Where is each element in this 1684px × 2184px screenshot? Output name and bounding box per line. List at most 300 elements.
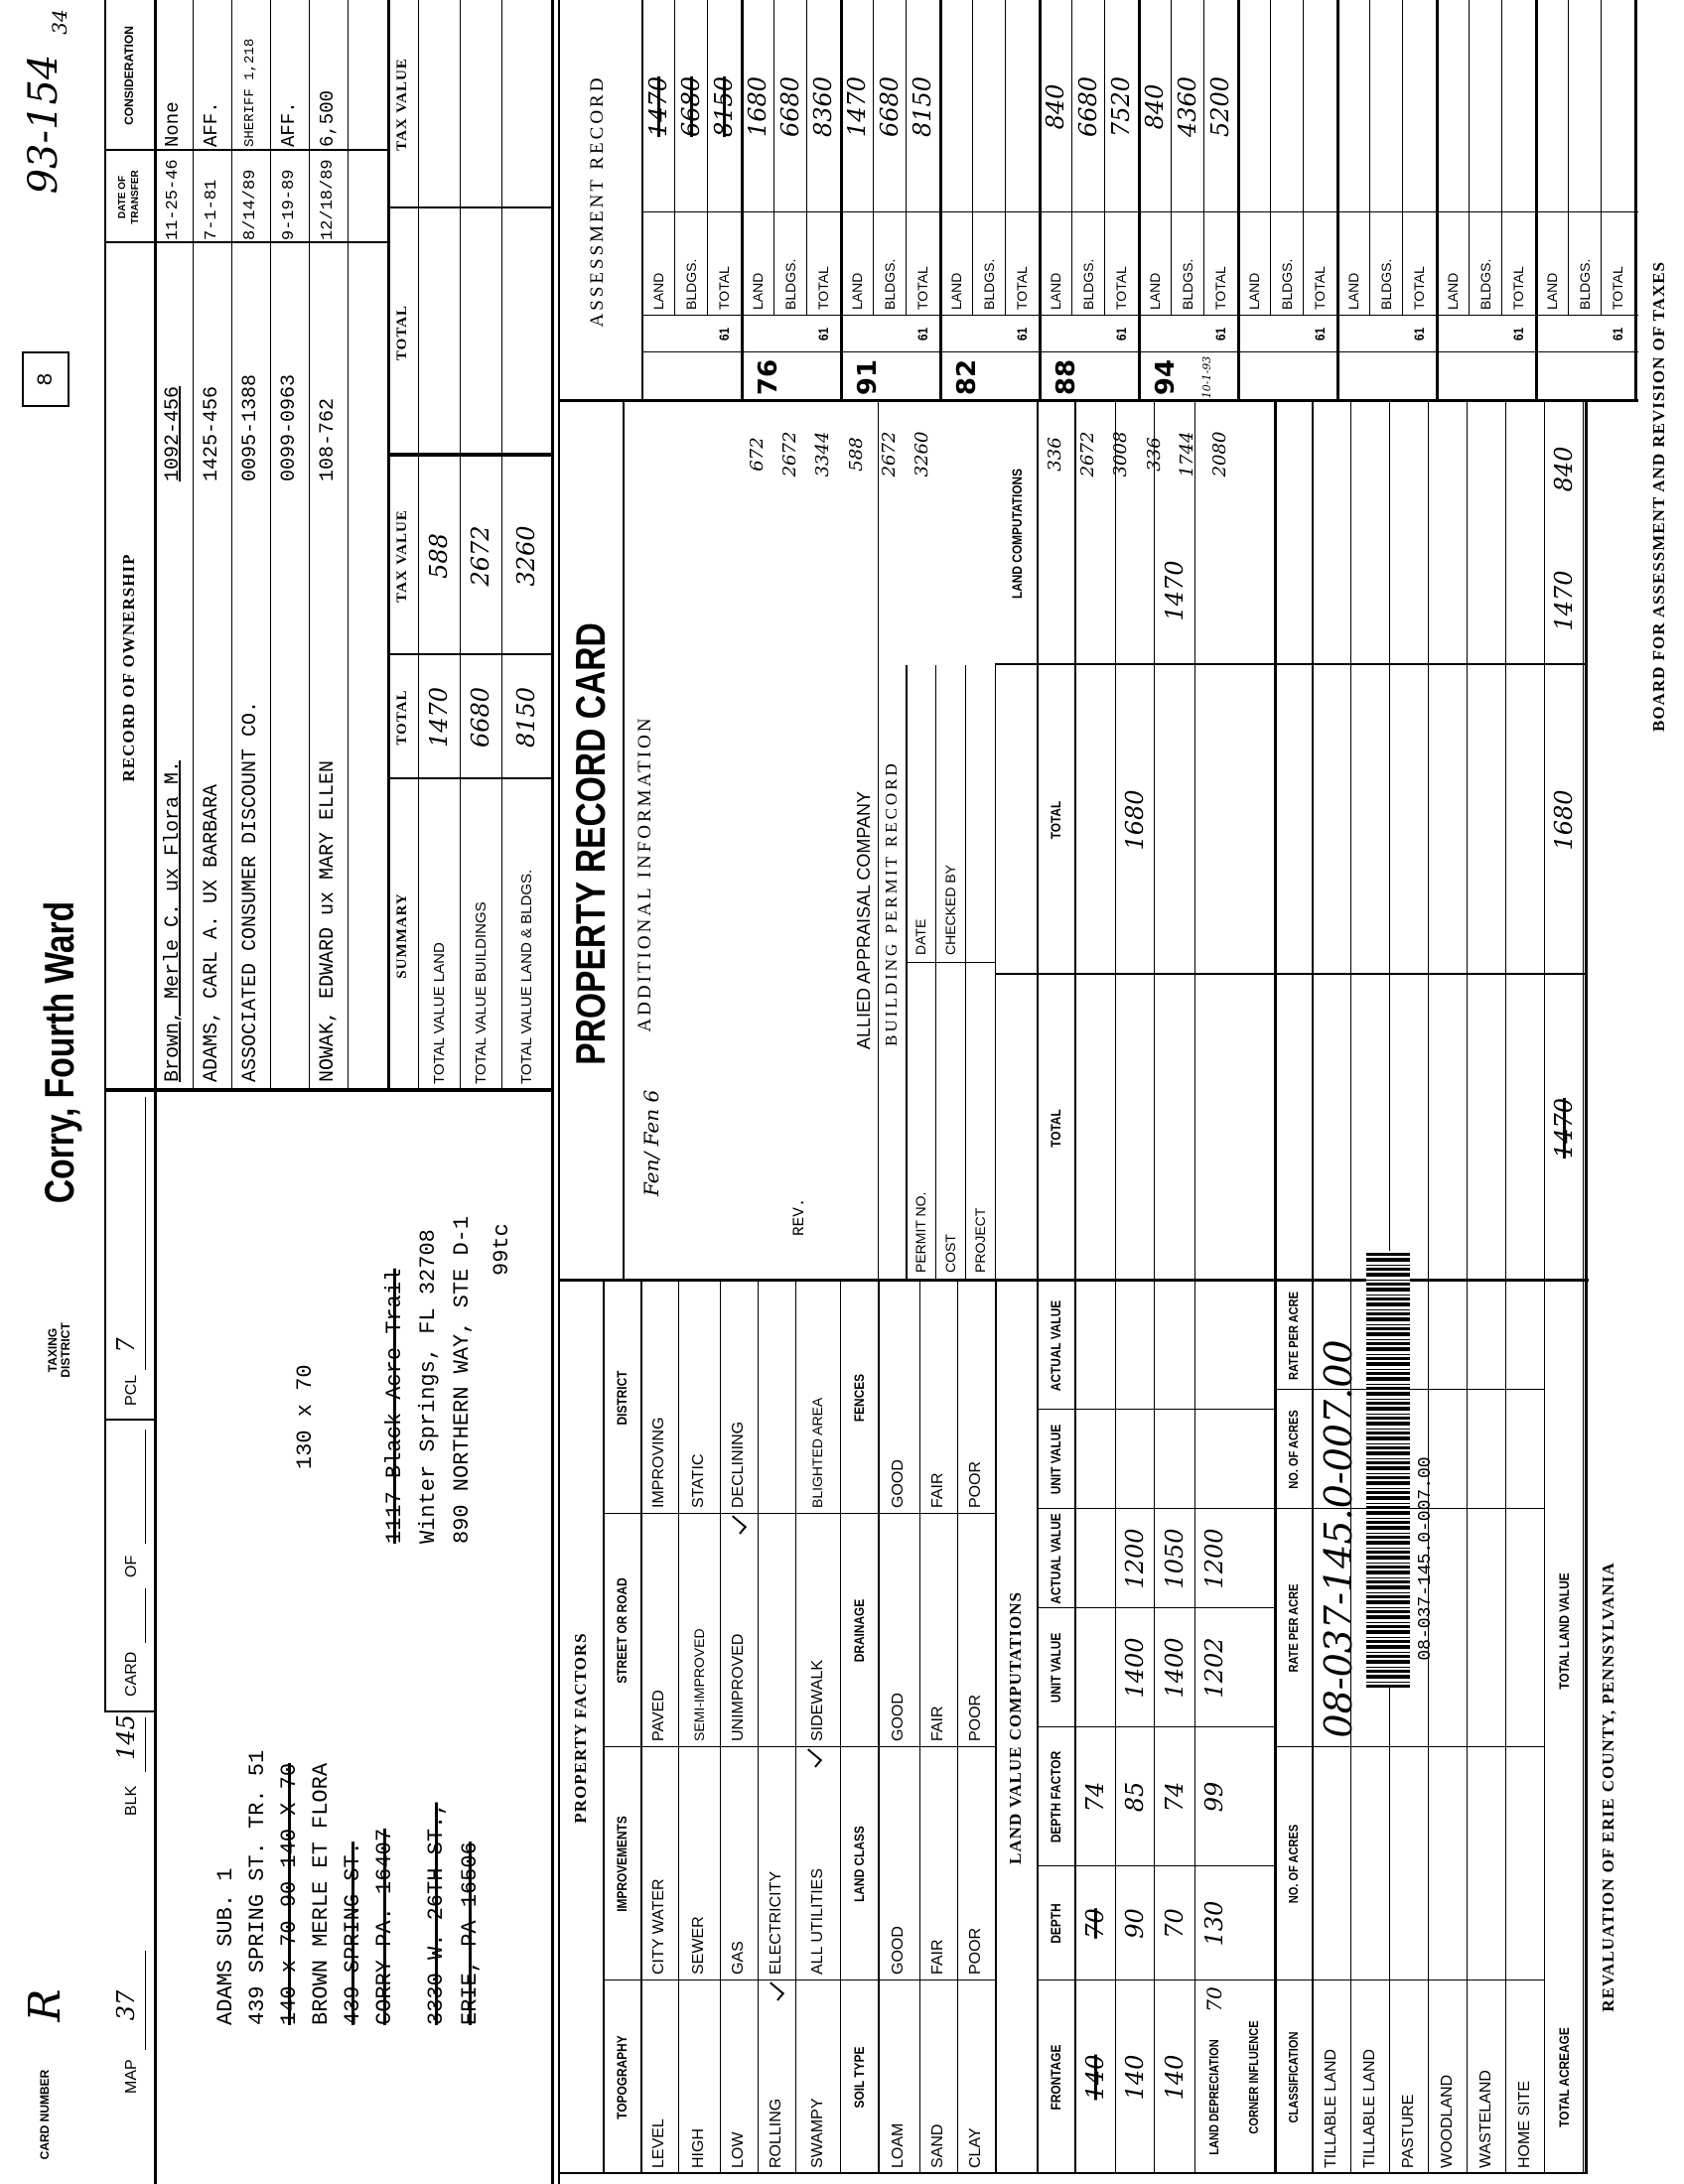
assessment-tax-value: 3260 — [912, 431, 932, 478]
assessment-tax-value: 672 — [747, 437, 768, 472]
assessment-tax-value — [1270, 407, 1303, 501]
land-value-cell — [1074, 975, 1115, 1282]
factor-option: SWAMPY — [808, 2098, 826, 2168]
map-label: MAP — [123, 2059, 140, 2094]
assessment-value — [1005, 5, 1038, 208]
acreage-classification: PASTURE — [1399, 2094, 1417, 2168]
assessment-value: 8150 — [709, 75, 738, 138]
rule-line — [145, 1951, 146, 2050]
lot-dimensions: 130 x 70 — [292, 1364, 318, 1469]
assessment-tax-value: 2080 — [1209, 431, 1230, 478]
assessment-stamp: 88 — [1052, 358, 1081, 396]
assessment-tax-value: 1744 — [1177, 431, 1197, 478]
assessment-value: 6680 — [775, 75, 804, 138]
address-line: ERIE, PA 16506 — [457, 1842, 483, 2025]
additional-info-label: ADDITIONAL INFORMATION — [634, 715, 655, 1032]
acreage-classification: TILLABLE LAND — [1360, 2048, 1378, 2168]
factor-option: FAIR — [929, 1939, 946, 1975]
assessment-label: TOTAL — [1410, 266, 1427, 310]
assessment-mark: 61 — [1013, 327, 1030, 341]
land-depreciation-value: 70 — [1201, 1986, 1226, 2012]
assessment-mark: 61 — [1609, 327, 1625, 341]
land-value-cell — [1154, 975, 1194, 1282]
land-value-cell — [1115, 1410, 1154, 1509]
assessment-value: 8150 — [908, 75, 936, 138]
assessment-label: LAND — [1245, 272, 1262, 310]
assessment-label: LAND — [649, 272, 666, 310]
assessment-label: TOTAL — [1112, 266, 1129, 310]
assessment-note — [1390, 354, 1420, 400]
summary-label: TOTAL VALUE LAND & BLDGS. — [517, 869, 535, 1084]
assessment-stamp — [1541, 354, 1585, 400]
factor-option: POOR — [967, 1927, 984, 1975]
summary-header: TAX VALUE — [394, 58, 410, 151]
factor-option: STATIC — [690, 1453, 707, 1508]
factor-option: GOOD — [890, 1693, 907, 1741]
building-permit-title: BUILDING PERMIT RECORD — [882, 760, 901, 1046]
land-column-header: UNIT VALUE — [1048, 1424, 1063, 1495]
assessment-value — [1237, 5, 1270, 208]
land-column-header: TOTAL — [1048, 800, 1063, 840]
land-value-cell: 1050 — [1160, 1528, 1189, 1589]
assessment-value — [1535, 5, 1568, 208]
land-value-cell: 70 — [1080, 1908, 1109, 1939]
summary-label: TOTAL VALUE BUILDINGS — [472, 901, 490, 1084]
assessment-note — [794, 354, 824, 400]
permit-checked-by-label: CHECKED BY — [942, 864, 958, 955]
card-label: CARD — [123, 1651, 140, 1697]
factor-option: ROLLING — [768, 2098, 784, 2168]
assessment-label: BLDGS. — [1377, 258, 1394, 310]
rule-line — [145, 1430, 146, 1544]
acreage-classification: HOME SITE — [1515, 2080, 1533, 2168]
acreage-column-header: NO. OF ACRES — [1285, 1410, 1301, 1489]
factor-option: IMPROVING — [650, 1417, 667, 1508]
assessment-tax-value — [1601, 407, 1633, 501]
assessment-label: BLDGS. — [980, 258, 997, 310]
factor-option: SAND — [929, 2123, 946, 2168]
address-line: 140 x 70 90 140 X 70 — [276, 1762, 302, 2025]
summary-total: 1470 — [425, 686, 453, 749]
assessment-value — [1501, 5, 1534, 208]
assessment-label: LAND — [1047, 272, 1063, 310]
land-value-cell — [1074, 1410, 1115, 1509]
assessment-value: 1470 — [842, 75, 871, 138]
address-line: ADAMS SUB. 1 — [212, 1867, 238, 2025]
assessment-tax-value — [1568, 407, 1601, 501]
rule-line — [145, 1588, 146, 1643]
assessment-tax-value — [1501, 407, 1534, 501]
acreage-classification: WASTELAND — [1476, 2070, 1494, 2168]
assessment-stamp: 76 — [754, 358, 783, 396]
assessment-tax-value — [674, 407, 707, 501]
assessment-value — [1270, 5, 1303, 208]
file-number-sup: 34 — [48, 9, 71, 35]
assessment-label: TOTAL — [1609, 266, 1625, 310]
date-of-transfer-label: DATE OF TRANSFER — [117, 170, 141, 224]
land-value-cell: 1200 — [1120, 1528, 1149, 1589]
factor-option: FAIR — [929, 1472, 946, 1508]
owner-name — [270, 486, 309, 1082]
land-value-cell: 140 — [1080, 2054, 1109, 2101]
assessment-label: LAND — [1543, 272, 1560, 310]
assessment-label: BLDGS. — [1476, 258, 1493, 310]
assessment-value: 6680 — [1073, 75, 1102, 138]
assessment-value — [972, 5, 1005, 208]
assessment-mark: 61 — [715, 327, 732, 341]
factor-column-header: STREET OR ROAD — [614, 1577, 630, 1684]
footer-board: BOARD FOR ASSESSMENT AND REVISION OF TAXES — [1649, 260, 1668, 733]
assessment-label: TOTAL — [1211, 266, 1228, 310]
land-value-cell: 85 — [1120, 1781, 1149, 1813]
summary-header: TAX VALUE — [394, 509, 410, 603]
rule-line — [145, 1097, 146, 1370]
assessment-tax-value — [1336, 407, 1369, 501]
assessment-note — [993, 354, 1023, 400]
factor-column-header: LAND CLASS — [851, 1826, 867, 1902]
mailing-address-line: Winter Springs, FL 32708 — [415, 1229, 441, 1544]
land-value-cell: 74 — [1080, 1781, 1109, 1813]
assessment-tax-value — [641, 407, 674, 501]
assessment-note: 10-1-93 — [1199, 355, 1213, 399]
land-value-cell: 1680 — [1120, 789, 1149, 851]
land-column-header: TOTAL — [1048, 1109, 1063, 1148]
assessment-value — [1336, 5, 1369, 208]
acreage-classification: WOODLAND — [1438, 2074, 1456, 2168]
assessment-tax-value — [1535, 407, 1568, 501]
assessment-mark: 61 — [1410, 327, 1427, 341]
address-line: 439 SPRING ST. TR. 51 — [244, 1749, 270, 2025]
land-value-cell: 1400 — [1160, 1637, 1189, 1699]
land-depreciation-value: 1202 — [1199, 1637, 1228, 1699]
property-record-card-title: PROPERTY RECORD CARD — [567, 622, 614, 1065]
assessment-label: LAND — [1344, 272, 1361, 310]
assessment-value: 7520 — [1106, 75, 1135, 138]
land-value-cell: 1400 — [1120, 1637, 1149, 1699]
assessment-mark: 61 — [1311, 327, 1328, 341]
factor-option: UNIMPROVED — [730, 1633, 747, 1741]
assessment-tax-value: 2672 — [1077, 431, 1098, 478]
land-column-header: ACTUAL VALUE — [1048, 1299, 1063, 1392]
land-computation-total: 1470 — [1549, 570, 1578, 631]
assessment-label: BLDGS. — [1079, 258, 1096, 310]
land-value-cell — [1074, 1509, 1115, 1608]
land-value-cell — [1154, 1282, 1194, 1410]
rule-line — [558, 0, 560, 2184]
assessment-value: 840 — [1140, 83, 1169, 130]
summary-header: TOTAL — [394, 689, 410, 746]
rule-line — [551, 0, 554, 2184]
factor-option: ELECTRICITY — [768, 1870, 784, 1975]
assessment-value — [1436, 5, 1469, 208]
land-value-cell: 90 — [1120, 1908, 1149, 1939]
assessment-tax-value — [1369, 407, 1402, 501]
total-land-value-label: TOTAL LAND VALUE — [1555, 1572, 1572, 1690]
acreage-column-header: RATE PER ACRE — [1285, 1583, 1301, 1673]
factor-column-header: SOIL TYPE — [851, 2046, 867, 2109]
assessment-tax-value: 2672 — [779, 431, 800, 478]
assessment-label: BLDGS. — [881, 258, 898, 310]
assessment-value — [1601, 5, 1633, 208]
permit-field-label: PROJECT — [972, 1207, 988, 1273]
consideration: SHERIFF 1,218 — [242, 38, 258, 147]
transfer-date: 12/18/89 — [319, 159, 338, 240]
assessment-label: TOTAL — [1509, 266, 1526, 310]
acreage-classification: TILLABLE LAND — [1322, 2048, 1339, 2168]
land-column-header: ACTUAL VALUE — [1048, 1513, 1063, 1604]
land-value-cell — [1074, 1282, 1115, 1410]
consideration: AFF. — [278, 101, 300, 147]
land-computation-value — [1074, 521, 1115, 660]
address-line: 439 SPRING ST. — [340, 1842, 365, 2025]
land-depreciation-label: LAND DEPRECIATION — [1206, 2039, 1221, 2155]
transfer-date: 9-19-89 — [280, 169, 299, 240]
land-column-header: DEPTH FACTOR — [1048, 1750, 1063, 1843]
acreage-classification: TOTAL ACREAGE — [1555, 2027, 1572, 2127]
assessment-mark: 61 — [913, 327, 930, 341]
assessment-stamp — [1442, 354, 1485, 400]
factor-option: SIDEWALK — [808, 1659, 826, 1741]
land-depreciation-value: 130 — [1199, 1900, 1228, 1947]
factor-option: GOOD — [890, 1926, 907, 1975]
factor-option — [758, 1282, 795, 1514]
assessment-value: 8360 — [808, 75, 837, 138]
owner-name: Brown, Merle C. ux Flora M. — [162, 759, 185, 1082]
assessment-label: TOTAL — [814, 266, 831, 310]
assessment-label: LAND — [848, 272, 865, 310]
assessment-value — [1303, 5, 1335, 208]
summary-tax-value: 588 — [425, 533, 453, 579]
land-value-cell: 140 — [1120, 2054, 1149, 2101]
footer-revaluation: REVALUATION OF ERIE COUNTY, PENNSYLVANIA — [1599, 1562, 1617, 2012]
owner-name: NOWAK, EDWARD ux MARY ELLEN — [317, 759, 340, 1082]
address-line: BROWN MERLE ET FLORA — [308, 1762, 334, 2025]
assessment-value: 1680 — [743, 75, 772, 138]
assessment-tax-value: 2672 — [879, 431, 900, 478]
summary-label: TOTAL VALUE LAND — [430, 942, 448, 1084]
assessment-value: 840 — [1041, 83, 1069, 130]
assessment-note — [1092, 354, 1122, 400]
assessment-tax-value — [1402, 407, 1435, 501]
land-value-cell — [1154, 1410, 1194, 1509]
consideration: AFF. — [201, 101, 222, 147]
deed-book-page: 108-762 — [317, 397, 340, 481]
assessment-stamp — [1243, 354, 1287, 400]
owner-name: ASSOCIATED CONSUMER DISCOUNT CO. — [239, 700, 262, 1082]
assessment-tax-value — [972, 407, 1005, 501]
assessment-note — [695, 354, 725, 400]
assessment-note — [1589, 354, 1618, 400]
assessment-value — [939, 5, 972, 208]
assessment-tax-value — [1436, 407, 1469, 501]
corner-influence-label: CORNER INFLUENCE — [1246, 2020, 1261, 2134]
rule-line — [623, 402, 625, 1282]
rule-line — [104, 1710, 154, 1712]
assessment-label: BLDGS. — [781, 258, 798, 310]
rev-label: REV. — [790, 1197, 808, 1236]
assessment-label: LAND — [1146, 272, 1163, 310]
card-number-value: R — [19, 1988, 70, 2022]
address-line: CORRY PA. 16407 — [371, 1828, 397, 2025]
factor-option: SEMI-IMPROVED — [690, 1628, 707, 1741]
land-value-cell: 70 — [1160, 1908, 1189, 1939]
assessment-value — [1568, 5, 1601, 208]
factor-column-header: TOPOGRAPHY — [614, 2035, 630, 2119]
summary-total: 8150 — [512, 686, 540, 749]
mailing-address-line: 890 NORTHERN WAY, STE D-1 — [449, 1215, 475, 1544]
acreage-column-header: NO. OF ACRES — [1285, 1824, 1301, 1904]
land-value-cell — [1154, 665, 1194, 975]
factor-column-header: FENCES — [851, 1373, 867, 1423]
pcl-value: 7 — [112, 1337, 140, 1353]
summary-header: SUMMARY — [394, 892, 410, 979]
assessment-mark: 61 — [1211, 327, 1228, 341]
rule-line — [348, 0, 349, 1092]
land-value-cell: 74 — [1160, 1781, 1189, 1813]
land-value-cell — [1074, 665, 1115, 975]
assessment-label: TOTAL — [1311, 266, 1328, 310]
assessment-label: TOTAL — [913, 266, 930, 310]
total-land-value-1: 1470 — [1549, 1097, 1578, 1160]
mailing-address-line: 1117 Black Acre Trail — [381, 1268, 407, 1544]
assessment-tax-value — [939, 407, 972, 501]
permit-field-label: PERMIT NO. — [912, 1191, 928, 1273]
taxing-district-label: TAXING DISTRICT — [46, 1322, 72, 1378]
mailing-address-line: 99tc — [489, 1223, 514, 1276]
assessment-tax-value — [1469, 407, 1501, 501]
land-column-header: FRONTAGE — [1048, 2044, 1063, 2111]
factor-option: SEWER — [690, 1916, 707, 1975]
rule-line — [1428, 402, 1429, 2174]
assessment-stamp: 82 — [952, 358, 982, 396]
assessment-label: LAND — [1444, 272, 1461, 310]
summary-total: 6680 — [467, 686, 494, 749]
assessment-record-title: ASSESSMENT RECORD — [587, 74, 608, 328]
factor-column-header: DRAINAGE — [851, 1598, 867, 1663]
factor-option: CITY WATER — [650, 1878, 667, 1975]
rule-line — [1634, 0, 1637, 402]
rule-line — [104, 1419, 154, 1421]
rule-line — [1585, 402, 1588, 2174]
land-computation-total: 840 — [1549, 446, 1578, 492]
assessment-note — [894, 354, 923, 400]
assessment-value: 6680 — [875, 75, 904, 138]
blk-value: 145 — [112, 1714, 140, 1760]
assessment-label: BLDGS. — [1278, 258, 1295, 310]
barcode — [1366, 1251, 1410, 1688]
assessment-note — [1291, 354, 1321, 400]
assessment-stamp: 94 — [1151, 358, 1181, 396]
rule-line — [1583, 402, 1584, 2174]
assessment-tax-value: 588 — [846, 437, 867, 472]
land-computation-value — [1115, 521, 1154, 660]
ownership-title: RECORD OF OWNERSHIP — [119, 553, 138, 782]
deed-book-page: 0099-0963 — [278, 373, 301, 481]
summary-tax-value: 2672 — [467, 525, 494, 587]
summary-header: TOTAL — [394, 304, 410, 361]
land-value-cell — [1115, 1282, 1154, 1410]
factor-option: GAS — [730, 1941, 747, 1975]
assessment-tax-value — [707, 407, 740, 501]
land-value-cell — [1115, 975, 1154, 1282]
assessment-tax-value: 3008 — [1110, 431, 1131, 478]
factor-option: CLAY — [967, 2127, 984, 2168]
factor-column-header: IMPROVEMENTS — [614, 1816, 630, 1912]
assessment-value — [1469, 5, 1501, 208]
consideration-label: CONSIDERATION — [121, 26, 136, 125]
parcel-id-handwritten: 08-037-145.0-007.00 — [1317, 1339, 1360, 1738]
assessment-tax-value: 336 — [1045, 437, 1065, 472]
factor-option: LEVEL — [650, 2118, 667, 2168]
factor-option: HIGH — [690, 2128, 707, 2168]
factor-option: PAVED — [650, 1690, 667, 1741]
assessment-stamp: 91 — [853, 358, 883, 396]
land-depreciation-value: 99 — [1199, 1781, 1228, 1813]
summary-tax-value: 3260 — [512, 525, 540, 587]
rule-line — [145, 1717, 146, 1772]
assessment-value: 4360 — [1173, 75, 1201, 138]
assessment-tax-value — [1005, 407, 1038, 501]
address-line: 3330 W. 26TH ST., — [423, 1802, 449, 2025]
deed-book-page: 1425-456 — [201, 385, 223, 481]
assessment-mark: 61 — [1509, 327, 1526, 341]
factor-option: POOR — [967, 1694, 984, 1741]
assessment-mark: 61 — [1112, 327, 1129, 341]
property-factors-title: PROPERTY FACTORS — [571, 1632, 590, 1824]
factor-option: LOW — [730, 2131, 747, 2168]
rule-line — [995, 665, 996, 1282]
assessment-stamp — [647, 354, 691, 400]
land-column-header: UNIT VALUE — [1048, 1632, 1063, 1704]
district-name: Corry, Fourth Ward — [36, 900, 82, 1204]
factor-option: POOR — [967, 1460, 984, 1508]
factor-option: BLIGHTED AREA — [809, 1397, 825, 1508]
land-depreciation-value: 1200 — [1199, 1528, 1228, 1589]
permit-date-label: DATE — [912, 918, 928, 955]
assessment-label: BLDGS. — [682, 258, 699, 310]
assessment-label: BLDGS. — [1179, 258, 1195, 310]
assessment-label: BLDGS. — [1576, 258, 1593, 310]
factor-option: LOAM — [890, 2122, 907, 2168]
file-number: 93-154 — [21, 54, 67, 195]
assessment-mark: 61 — [814, 327, 831, 341]
owner-name: ADAMS, CARL A. UX BARBARA — [201, 783, 223, 1082]
assessment-value: 1470 — [643, 75, 672, 138]
assessment-value — [1402, 5, 1435, 208]
factor-option: FAIR — [929, 1706, 946, 1741]
land-value-cell — [1074, 1608, 1115, 1727]
map-value: 37 — [112, 1989, 140, 2021]
consideration: None — [162, 101, 184, 147]
assessment-value: 6680 — [676, 75, 705, 138]
assessment-note — [1489, 354, 1519, 400]
assessment-value — [1369, 5, 1402, 208]
consideration: 6,500 — [317, 89, 339, 147]
rule-line — [387, 206, 551, 208]
assessment-label: LAND — [749, 272, 766, 310]
transfer-date: 7-1-81 — [203, 179, 221, 240]
assessment-stamp — [1342, 354, 1386, 400]
land-value-cell: 140 — [1160, 2054, 1189, 2101]
assessment-label: TOTAL — [1013, 266, 1030, 310]
assessment-label: LAND — [947, 272, 964, 310]
assessment-tax-value — [1237, 407, 1270, 501]
appraiser-name: ALLIED APPRAISAL COMPANY — [853, 790, 874, 1050]
transfer-date: 8/14/89 — [241, 169, 260, 240]
assessment-tax-value: 3344 — [812, 431, 833, 478]
assessment-tax-value — [1303, 407, 1335, 501]
card-number-label: CARD NUMBER — [37, 2069, 52, 2160]
